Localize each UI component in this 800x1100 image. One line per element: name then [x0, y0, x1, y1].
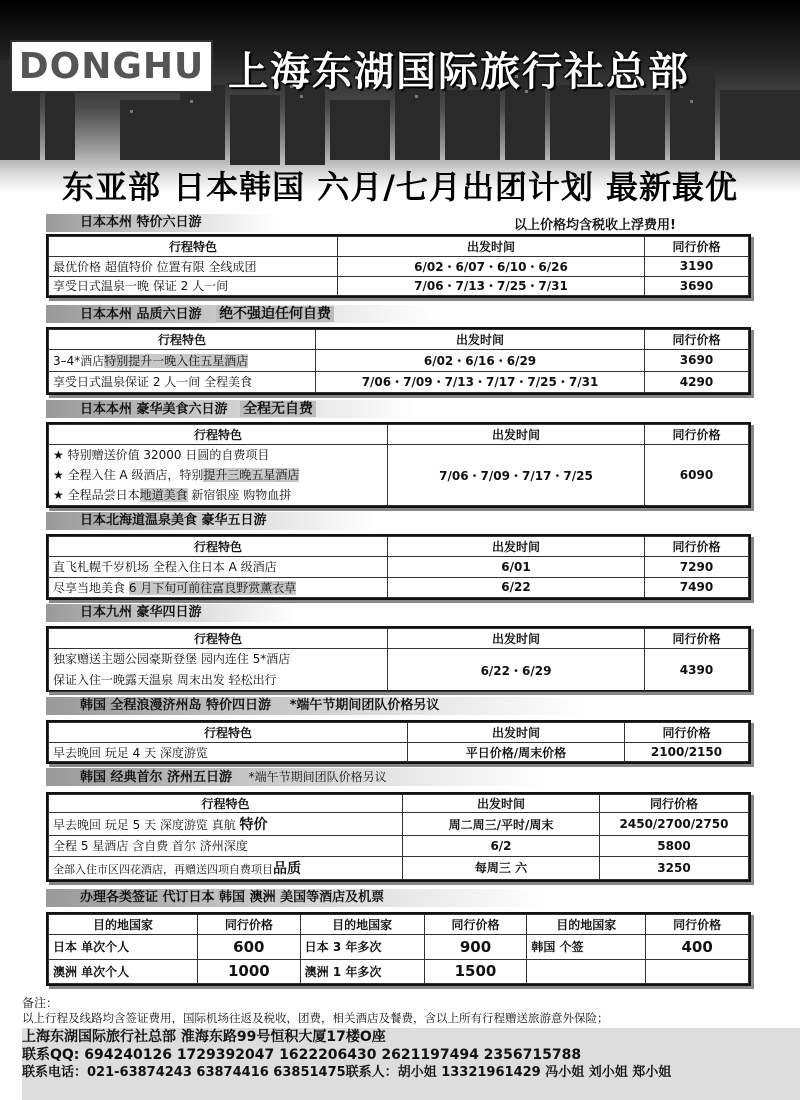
col-feature: 行程特色	[49, 723, 408, 743]
feature-line	[53, 445, 383, 465]
table-row	[49, 743, 749, 762]
depart-cell: 6/2	[403, 836, 600, 856]
col-depart: 出发时间	[408, 723, 625, 743]
feature-cell	[49, 350, 316, 372]
price-cell: 400	[646, 935, 749, 960]
depart-cell: 7/06・7/13・7/25・7/31	[338, 276, 645, 296]
col-price: 同行价格	[424, 915, 527, 935]
price-cell: 3690	[645, 350, 749, 372]
table-korea-seoul	[46, 792, 751, 882]
price-cell: 4390	[645, 649, 749, 692]
feature-text: ★ 特别赠送价值 32000 日圆的自费项目	[53, 448, 270, 462]
section-title-hokkaido	[46, 512, 376, 530]
col-price: 同行价格	[625, 723, 749, 743]
feature-cell	[49, 445, 388, 506]
feature-highlight: 特别提升一晚入住五星酒店	[104, 353, 249, 368]
dest-cell: 日本 单次个人	[49, 935, 198, 960]
price-cell: 1500	[424, 959, 527, 984]
price-cell: 2450/2700/2750	[600, 813, 749, 836]
dest-cell: 澳洲 1 年多次	[300, 959, 424, 984]
price-cell: 4290	[645, 371, 749, 393]
footer-address: 上海东湖国际旅行社总部 淮海东路99号恒积大厦17楼O座	[22, 1029, 386, 1045]
section-title-korea-seoul	[46, 768, 546, 786]
section-title-honshu-quality	[46, 305, 436, 323]
col-depart: 出发时间	[388, 629, 645, 649]
feature-text: 新宿银座 购物血拼	[187, 488, 292, 502]
price-cell: 3190	[645, 257, 749, 277]
remarks-label: 备注：	[22, 996, 59, 1010]
section-title-visa	[46, 889, 546, 907]
feature-cell	[49, 856, 403, 879]
table-row	[49, 836, 749, 856]
feature-cell: 享受日式温泉保证 2 人一间 全程美食	[49, 371, 316, 393]
table-kyushu	[46, 626, 751, 692]
section-title-text: 韩国 经典首尔 济州五日游	[80, 770, 233, 785]
remarks-text: 以上行程及线路均含签证费用，国际机场往返及税收，团费，相关酒店及餐费，含以上所有行程赠送旅游意外保险；	[22, 1011, 609, 1025]
depart-cell: 6/22	[388, 577, 645, 598]
table-visa	[46, 912, 751, 986]
col-feature: 行程特色	[49, 330, 316, 350]
feature-line	[53, 465, 383, 485]
table-row	[49, 935, 749, 960]
section-title-honshu-special	[46, 214, 276, 232]
col-price: 同行价格	[646, 915, 749, 935]
footer-phone: 联系电话：021-63874243 63874416 63851475联系人：胡小姐 13321961429 冯小姐 刘小姐 郑小姐	[22, 1065, 672, 1080]
table-honshu-quality	[46, 327, 751, 395]
table-row	[49, 577, 749, 598]
feature-text: ★ 全程入住 A 级酒店，特别	[53, 468, 204, 482]
feature-highlight: 6 月下旬可前往富良野赏薰衣草	[128, 580, 297, 595]
table-korea-jeju	[46, 720, 751, 764]
col-price: 同行价格	[645, 237, 749, 257]
section-title-text: 日本本州 品质六日游	[80, 307, 202, 322]
depart-cell: 平日价格/周末价格	[408, 743, 625, 762]
section-note: *端午节期间团队价格另议	[289, 698, 440, 713]
table-row	[49, 649, 749, 692]
logo-text: DONGHU	[18, 46, 205, 87]
price-cell: 3250	[600, 856, 749, 879]
col-feature: 行程特色	[49, 629, 388, 649]
col-depart: 出发时间	[388, 537, 645, 557]
price-cell: 6090	[645, 445, 749, 506]
dest-cell: 韩国 个签	[527, 935, 646, 960]
depart-cell: 6/22・6/29	[388, 649, 645, 692]
col-price: 同行价格	[600, 795, 749, 813]
feature-line: 独家赠送主题公园豪斯登堡 园内连住 5*酒店	[53, 652, 291, 666]
depart-cell: 6/02・6/07・6/10・6/26	[338, 257, 645, 277]
col-price: 同行价格	[645, 629, 749, 649]
section-title-text: 办理各类签证 代订日本 韩国 澳洲 美国等酒店及机票	[80, 890, 385, 905]
col-dest: 目的地国家	[49, 915, 198, 935]
feature-emphasis: 特价	[239, 817, 268, 834]
price-cell: 1000	[198, 959, 301, 984]
col-dest: 目的地国家	[300, 915, 424, 935]
feature-cell	[49, 649, 388, 692]
feature-cell: 早去晚回 玩足 4 天 深度游览	[49, 743, 408, 762]
col-price: 同行价格	[645, 425, 749, 445]
footer-contact	[22, 1028, 800, 1100]
price-cell: 5800	[600, 836, 749, 856]
col-feature: 行程特色	[49, 537, 388, 557]
feature-cell	[49, 577, 388, 598]
depart-cell: 7/06・7/09・7/17・7/25	[388, 445, 645, 506]
col-feature: 行程特色	[49, 795, 403, 813]
feature-text: ★ 全程品尝日本	[53, 488, 140, 502]
section-title-text: 韩国 全程浪漫济州岛 特价四日游	[80, 698, 272, 713]
feature-cell: 全程 5 星酒店 含自费 首尔 济州深度	[49, 836, 403, 856]
feature-cell	[49, 813, 403, 836]
dest-cell	[527, 959, 646, 984]
section-title-text: 日本九州 豪华四日游	[80, 605, 202, 620]
price-cell: 7290	[645, 557, 749, 578]
col-depart: 出发时间	[338, 237, 645, 257]
table-row	[49, 856, 749, 879]
col-depart: 出发时间	[316, 330, 645, 350]
feature-text: 3–4*酒店	[53, 353, 105, 368]
col-depart: 出发时间	[403, 795, 600, 813]
feature-line: 保证入住一晚露天温泉 周末出发 轻松出行	[53, 673, 277, 687]
price-cell: 900	[424, 935, 527, 960]
depart-cell: 6/02・6/16・6/29	[316, 350, 645, 372]
depart-cell: 周二周三/平时/周末	[403, 813, 600, 836]
feature-cell: 享受日式温泉一晚 保证 2 人一间	[49, 276, 338, 296]
table-row	[49, 276, 749, 296]
company-name: 上海东湖国际旅行社总部	[228, 49, 690, 95]
table-row	[49, 257, 749, 277]
feature-line	[53, 485, 383, 505]
col-dest: 目的地国家	[527, 915, 646, 935]
table-row	[49, 445, 749, 506]
price-cell: 2100/2150	[625, 743, 749, 762]
section-title-text: 日本本州 特价六日游	[80, 215, 202, 230]
price-cell: 3690	[645, 276, 749, 296]
col-depart: 出发时间	[388, 425, 645, 445]
col-price: 同行价格	[198, 915, 301, 935]
section-title-text: 日本北海道温泉美食 豪华五日游	[80, 513, 267, 528]
col-feature: 行程特色	[49, 237, 338, 257]
section-title-honshu-luxury	[46, 400, 416, 418]
depart-cell: 每周三 六	[403, 856, 600, 879]
tax-note: 以上价格均含税收上浮费用!	[514, 218, 676, 233]
price-cell	[646, 959, 749, 984]
feature-text: 尽享当地美食	[53, 580, 129, 595]
depart-cell: 7/06・7/09・7/13・7/17・7/25・7/31	[316, 371, 645, 393]
table-honshu-special	[46, 234, 751, 298]
table-row	[49, 813, 749, 836]
table-row	[49, 557, 749, 578]
col-price: 同行价格	[645, 537, 749, 557]
dest-cell: 澳洲 单次个人	[49, 959, 198, 984]
feature-text: 早去晚回 玩足 5 天 深度游览 真航	[53, 818, 240, 833]
col-feature: 行程特色	[49, 425, 388, 445]
feature-emphasis: 品质	[273, 860, 301, 877]
feature-text: 全部入住市区四花酒店，再赠送四项自费项目	[53, 862, 273, 876]
price-cell: 7490	[645, 577, 749, 598]
feature-highlight: 地道美食	[139, 488, 188, 502]
table-row	[49, 350, 749, 372]
price-cell: 600	[198, 935, 301, 960]
section-tag: 绝不强迫任何自费	[216, 306, 334, 322]
section-title-kyushu	[46, 604, 296, 622]
depart-cell: 6/01	[388, 557, 645, 578]
main-title: 东亚部 日本韩国 六月/七月出团计划 最新最优	[61, 168, 739, 206]
section-title-korea-jeju	[46, 697, 586, 715]
footer-qq: 联系QQ: 694240126 1729392047 1622206430 2621197494 2356715788	[22, 1047, 582, 1063]
col-price: 同行价格	[645, 330, 749, 350]
feature-highlight: 提升三晚五星酒店	[203, 468, 300, 482]
section-tag: 全程无自费	[240, 401, 316, 417]
dest-cell: 日本 3 年多次	[300, 935, 424, 960]
table-row	[49, 959, 749, 984]
table-row	[49, 371, 749, 393]
section-note: *端午节期间团队价格另议	[248, 770, 387, 784]
section-title-text: 日本本州 豪华美食六日游	[80, 402, 228, 417]
feature-cell: 直飞札幌千岁机场 全程入住日本 A 级酒店	[49, 557, 388, 578]
logo	[10, 40, 213, 93]
feature-cell: 最优价格 超值特价 位置有限 全线成团	[49, 257, 338, 277]
table-honshu-luxury	[46, 422, 751, 508]
table-hokkaido	[46, 534, 751, 600]
header-banner	[0, 0, 800, 240]
